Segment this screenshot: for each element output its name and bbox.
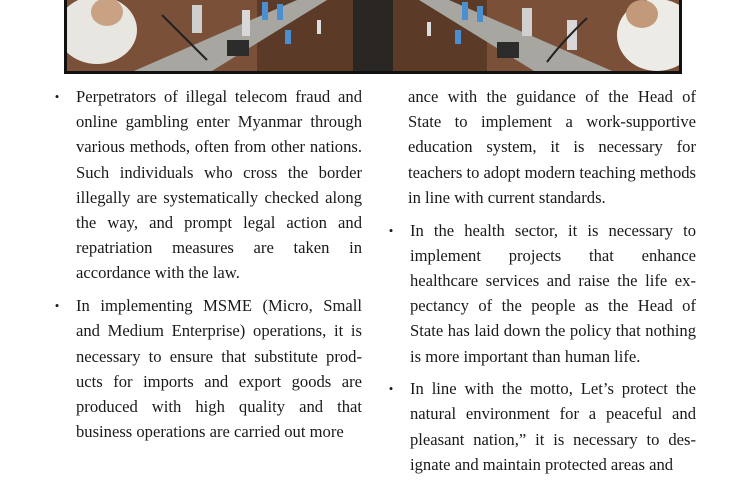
right-column <box>384 84 696 485</box>
list-item <box>384 376 696 477</box>
right-bullet-list <box>384 218 696 478</box>
list-item-text: In implementing MSME (Micro, Small and Medium Enterprise) operations, it is necessary to ensure that substitute products for imports and export goods are produced with high quality and that business operations are carried out more <box>76 296 362 442</box>
meeting-photo-image <box>67 0 679 74</box>
left-column <box>50 84 362 452</box>
list-item <box>50 84 362 286</box>
bullet-icon: • <box>54 89 60 104</box>
continued-paragraph: ance with the guidance of the Head of State to implement a work-supportive education system, it is necessary for teachers to adopt modern teaching methods in line with current standards. <box>408 87 696 207</box>
bullet-icon: • <box>54 298 60 314</box>
bullet-icon: • <box>388 222 394 238</box>
list-item <box>384 218 696 369</box>
list-item <box>50 293 362 444</box>
list-item-text: Perpetrators of illegal telecom fraud and online gambling enter Myanmar through various methods, often from other nations. Such individuals who cross the border illegally are systematically checked along the way, and prompt legal action and repatriation measures are taken in accordance with the law. <box>76 87 362 283</box>
list-item-text: In the health sector, it is necessary to implement projects that enhance healthcare services and raise the life expectancy of the people as the Head of State has laid down the policy that nothing is more important than human life. <box>410 220 696 366</box>
bullet-icon: • <box>388 381 394 397</box>
meeting-photo <box>64 0 682 74</box>
list-item-text: In line with the motto, Let’s protect the natural environment for a peaceful and pleasant nation,” it is necessary to designate and maintain protected areas and <box>410 379 696 474</box>
left-bullet-list <box>50 84 362 444</box>
